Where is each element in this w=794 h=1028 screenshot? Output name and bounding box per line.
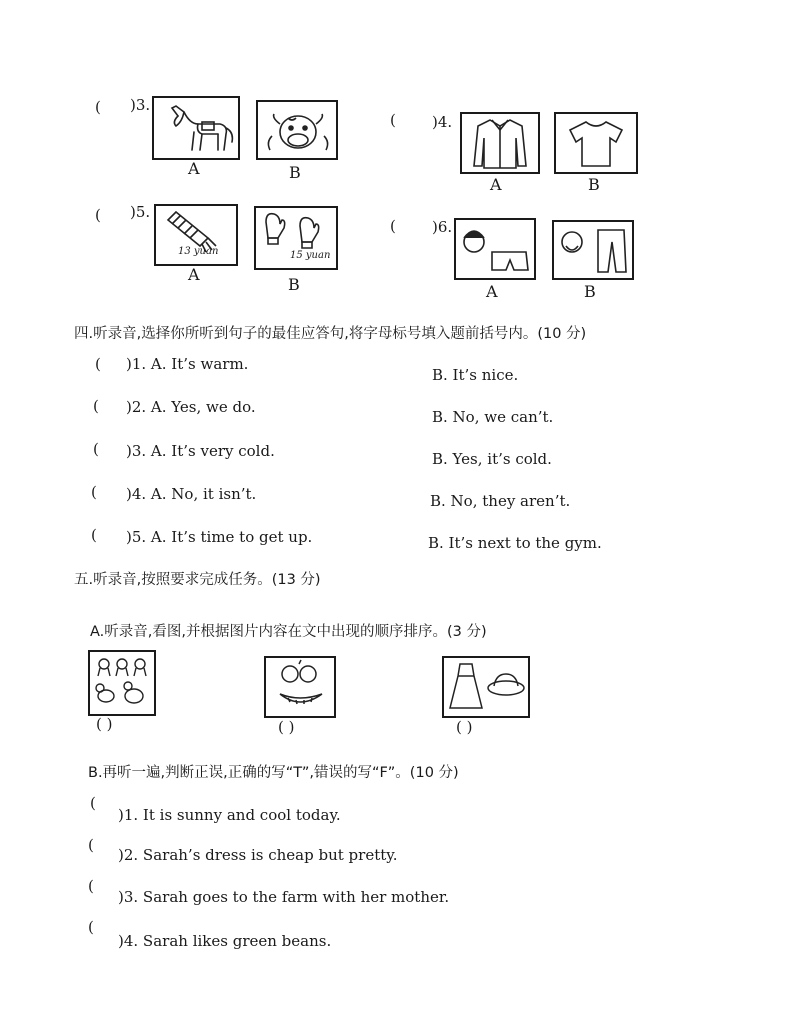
option-b: B. No, they aren’t. [430,492,571,510]
gloves-picture [254,206,338,270]
option-b: B. No, we can’t. [432,408,554,426]
grandpa-pants-icon [554,222,632,278]
answer-paren[interactable]: ( [95,98,101,116]
price-tag: 15 yuan [290,250,331,261]
section-5-title: 五.听录音,按照要求完成任务。(13 分) [74,572,321,588]
statement: )3. Sarah goes to the farm with her mother. [118,888,450,906]
cow-icon [258,102,336,158]
option-a-label: A [490,175,502,194]
answer-paren[interactable]: ( [91,526,97,544]
scarf-picture [154,204,238,266]
price-tag: 13 yuan [178,246,219,257]
answer-paren[interactable]: ( [390,217,396,235]
answer-paren[interactable]: ( [88,918,94,936]
statement: )2. Sarah’s dress is cheap but pretty. [118,846,398,864]
part-b-title: B.再听一遍,判断正误,正确的写“T”,错误的写“F”。(10 分) [88,765,459,781]
answer-paren[interactable]: ( [95,355,101,373]
answer-paren[interactable]: ( [88,877,94,895]
answer-paren[interactable]: ( [390,111,396,129]
option-b: B. It’s next to the gym. [428,534,602,552]
question-number: )5. [130,203,151,221]
dress-hat-icon [444,658,528,716]
question-number: )3. [130,96,151,114]
option-b: B. Yes, it’s cold. [432,450,552,468]
tshirt-picture [554,112,638,174]
statement: )1. It is sunny and cool today. [118,806,341,824]
cow-picture [256,100,338,160]
option-a-label: A [188,265,200,284]
answer-paren[interactable]: ( [93,440,99,458]
boy-shorts-icon [456,220,534,278]
option-a-label: A [486,282,498,301]
option-a: )4. A. No, it isn’t. [126,485,257,503]
question-number: )6. [432,218,453,236]
option-a-label: A [188,159,200,178]
shirt-icon [462,114,538,172]
shirt-picture [460,112,540,174]
option-b-label: B [288,275,300,294]
grandpa-pants-picture [552,220,634,280]
option-a: )3. A. It’s very cold. [126,442,275,460]
farm-animals-picture [88,650,156,716]
boy-shorts-picture [454,218,536,280]
answer-paren[interactable]: ( [90,794,96,812]
part-a-title: A.听录音,看图,并根据图片内容在文中出现的顺序排序。(3 分) [90,624,487,640]
statement: )4. Sarah likes green beans. [118,932,332,950]
answer-paren[interactable]: ( [95,206,101,224]
question-number: )4. [432,113,453,131]
option-a: )2. A. Yes, we do. [126,398,256,416]
fruit-icon [266,658,334,716]
option-a: )5. A. It’s time to get up. [126,528,313,546]
option-b-label: B [584,282,596,301]
order-blank[interactable]: ( ) [278,718,295,736]
dress-hat-picture [442,656,530,718]
horse-icon [154,98,238,158]
tshirt-icon [556,114,636,172]
animals-icon [90,652,154,714]
option-b-label: B [289,163,301,182]
section-4-title: 四.听录音,选择你所听到句子的最佳应答句,将字母标号填入题前括号内。(10 分) [74,326,587,342]
option-b: B. It’s nice. [432,366,519,384]
option-b-label: B [588,175,600,194]
answer-paren[interactable]: ( [93,397,99,415]
option-a: )1. A. It’s warm. [126,355,249,373]
order-blank[interactable]: ( ) [456,718,473,736]
order-blank[interactable]: ( ) [96,715,113,733]
answer-paren[interactable]: ( [88,836,94,854]
horse-picture [152,96,240,160]
fruit-picture [264,656,336,718]
answer-paren[interactable]: ( [91,483,97,501]
